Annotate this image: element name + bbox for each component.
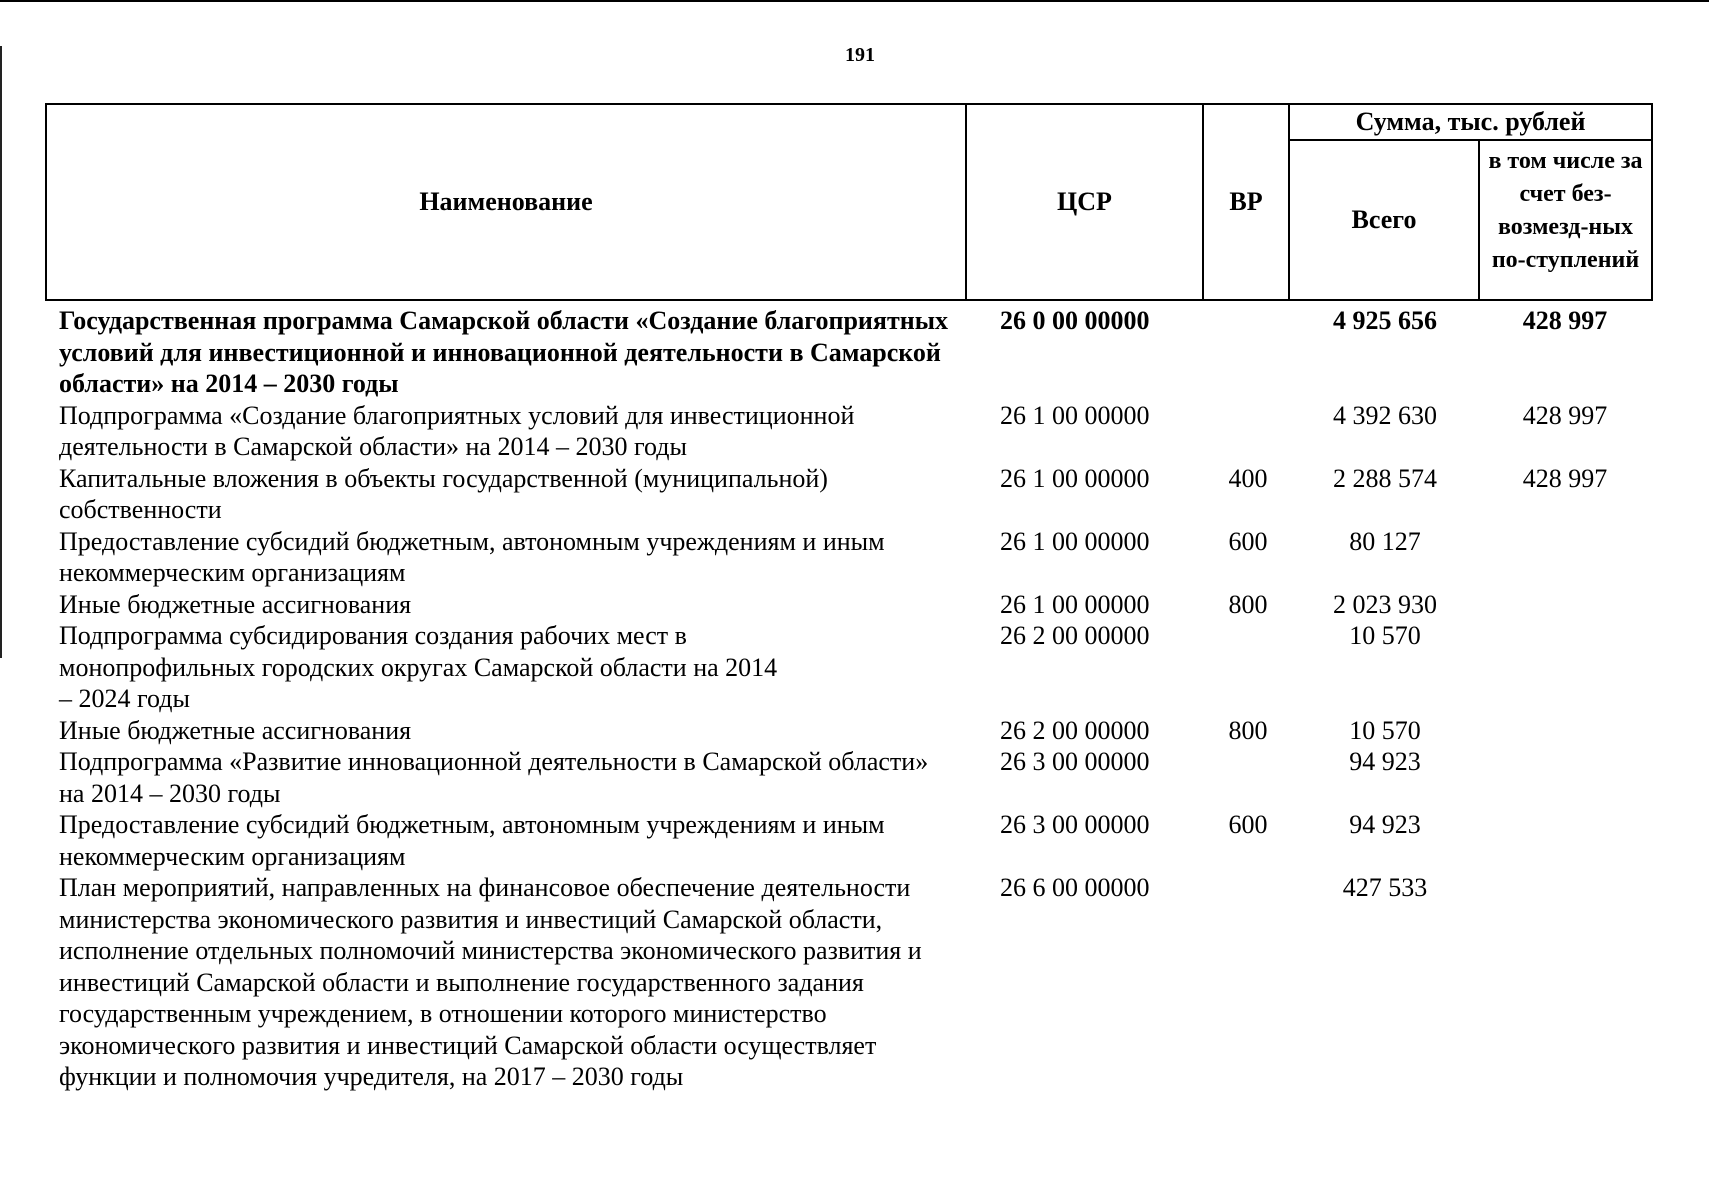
table-row [0, 589, 1709, 621]
row-name: Подпрограмма «Создание благоприятных условий для инвестиционной деятельности в Самарской области» на 2014 – 2030 годы [59, 400, 855, 461]
row-total: 10 570 [1349, 621, 1421, 650]
table-row [0, 809, 1709, 872]
table-body [0, 305, 1709, 1093]
row-total: 80 127 [1349, 526, 1421, 556]
row-name: Подпрограмма «Развитие инновационной деятельности в Самарской области» на 2014 – 2030 годы [59, 747, 929, 808]
row-total: 4 392 630 [1333, 400, 1437, 430]
header-sum: Сумма, тыс. рублей [1289, 104, 1652, 140]
row-csr: 26 1 00 00000 [1000, 526, 1150, 556]
table-row [0, 715, 1709, 747]
row-csr: 26 3 00 00000 [1000, 747, 1150, 776]
row-vr: 400 [1228, 463, 1268, 493]
row-name: Иные бюджетные ассигнования [59, 715, 412, 745]
header-incl-free: в том числе за счет без-возмезд-ных по-ступлений [1479, 140, 1652, 300]
table-row [0, 400, 1709, 463]
row-name: План мероприятий, направленных на финансовое обеспечение деятельности министерства экономического развития и инвестиций Самарской области, исполнение отдельных полномочий министерства экономического развития и инвестиций Самарской области и выполнение государственного задания государственным учреждением, в отношении которого министерство экономического развития и инвестиций Самарской области осуществляет функции и полномочия учредителя, на 2017 – 2030 годы [59, 873, 922, 1091]
page-number: 191 [845, 44, 875, 66]
top-border-line [0, 0, 1709, 2]
row-name: Предоставление субсидий бюджетным, автономным учреждениям и иным некоммерческим организациям [59, 526, 885, 587]
row-total: 2 023 930 [1333, 589, 1437, 619]
row-total: 2 288 574 [1333, 463, 1437, 493]
row-total: 427 533 [1342, 873, 1428, 902]
table-row [0, 872, 1709, 1093]
row-csr: 26 6 00 00000 [1000, 873, 1150, 902]
table-header [45, 103, 1653, 301]
row-total: 94 923 [1349, 810, 1421, 839]
row-csr: 26 1 00 00000 [1000, 589, 1150, 619]
row-total: 4 925 656 [1333, 306, 1437, 335]
row-name: Капитальные вложения в объекты государственной (муниципальной) собственности [59, 463, 828, 524]
row-csr: 26 0 00 00000 [1000, 306, 1150, 335]
row-vr: 600 [1228, 810, 1268, 839]
row-csr: 26 1 00 00000 [1000, 400, 1150, 430]
row-vr: 800 [1228, 589, 1268, 619]
row-free: 428 997 [1522, 463, 1608, 493]
header-total: Всего [1289, 140, 1479, 300]
row-total: 10 570 [1349, 715, 1421, 745]
row-name: Предоставление субсидий бюджетным, автономным учреждениям и иным некоммерческим организациям [59, 810, 885, 871]
row-free: 428 997 [1522, 306, 1608, 335]
row-name: Подпрограмма субсидирования создания рабочих мест в монопрофильных городских округах Самарской области на 2014 – 2024 годы [59, 621, 778, 713]
row-vr: 600 [1228, 526, 1268, 556]
table-row [0, 463, 1709, 526]
row-name: Государственная программа Самарской области «Создание благоприятных условий для инвестиционной и инновационной деятельности в Самарской области» на 2014 – 2030 годы [59, 306, 949, 398]
row-csr: 26 2 00 00000 [1000, 621, 1150, 650]
row-vr: 800 [1228, 715, 1268, 745]
row-csr: 26 1 00 00000 [1000, 463, 1150, 493]
row-name: Иные бюджетные ассигнования [59, 589, 412, 619]
table-row [0, 746, 1709, 809]
table-row [0, 526, 1709, 589]
header-vr: ВР [1203, 104, 1289, 300]
row-total: 94 923 [1349, 747, 1421, 776]
table-row [0, 620, 1709, 715]
table-row [0, 305, 1709, 400]
row-free: 428 997 [1522, 400, 1608, 430]
row-csr: 26 2 00 00000 [1000, 715, 1150, 745]
row-csr: 26 3 00 00000 [1000, 810, 1150, 839]
header-csr: ЦСР [966, 104, 1203, 300]
header-name: Наименование [46, 104, 966, 300]
